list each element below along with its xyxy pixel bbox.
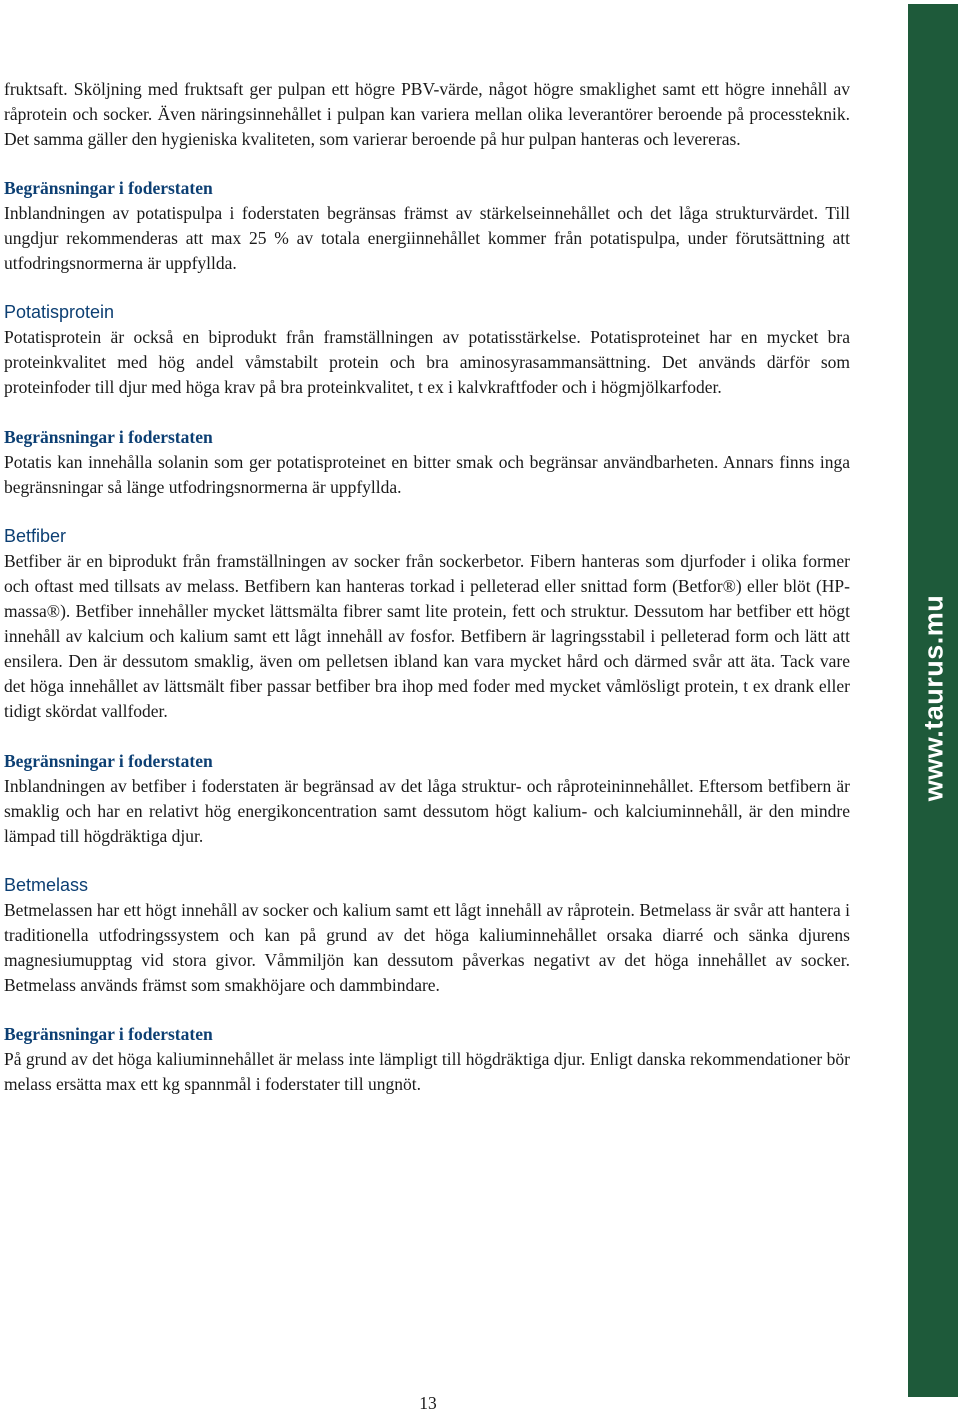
paragraph-betmelass-begransningar: På grund av det höga kaliuminnehållet är melass inte lämpligt till högdräktiga djur. Enligt danska rekommendationer bör melass ersätta max ett kg spannmål i foderstater till ungnöt.: [4, 1049, 850, 1094]
subheading-begransningar-4: Begränsningar i foderstaten: [4, 1024, 213, 1044]
document-body: [4, 77, 850, 1097]
paragraph-pulpa-begransningar: Inblandningen av potatispulpa i foderstaten begränsas främst av stärkelseinnehållet och det låga strukturvärdet. Till ungdjur rekommenderas att max 25 % av totala energiinnehållet kommer från potatispulpa, under förutsättning att utfodringsnormerna är uppfyllda.: [4, 203, 850, 273]
paragraph-betfiber-begransningar: Inblandningen av betfiber i foderstaten är begränsad av det låga struktur- och råproteininnehållet. Eftersom betfibern är smaklig och har en relativt hög energikoncentration samt dessutom högt kalium- och kalciuminnehåll, är den mindre lämpad till högdräktiga djur.: [4, 776, 850, 846]
paragraph-betmelass: Betmelassen har ett högt innehåll av socker och kalium samt ett lågt innehåll av råprotein. Betmelass är svår att hantera i traditionella utfodringssystem och kan på grund av det höga kaliuminnehållet orsaka diarré och sänka djurens magnesiumupptag vid stora givor. Våmmiljön kan dessutom påverkas negativt av det höga innehållet av socker. Betmelass används främst som smakhöjare och dammbindare.: [4, 900, 850, 995]
subheading-begransningar-2: Begränsningar i foderstaten: [4, 427, 213, 447]
page-number: 13: [419, 1393, 437, 1413]
heading-potatisprotein: Potatisprotein: [4, 302, 115, 322]
paragraph-betfiber: Betfiber är en biprodukt från framställningen av socker från sockerbetor. Fibern hanteras som djurfoder i olika former och oftast med tillsats av melass. Betfibern kan hanteras torkad i pelleterad eller snittad form (Betfor®) eller blöt (HP-massa®). Betfiber innehåller mycket lättsmälta fibrer samt lite protein, fett och struktur. Dessutom har betfiber ett högt innehåll av kalcium och kalium samt ett lågt innehåll av fosfor. Betfibern är lagringsstabil i pelleterad form och lätt att ensilera. Den är dessutom smaklig, även om pelletsen ibland kan vara mycket hård och därmed svår att äta. Tack vare det höga innehållet av lättsmält fiber passar betfiber bra ihop med foder med mycket våmlösligt protein, t ex drank eller tidigt skördat vallfoder.: [4, 551, 850, 721]
paragraph-potatisprotein-begransningar: Potatis kan innehålla solanin som ger potatisproteinet en bitter smak och begränsar användbarheten. Annars finns inga begränsningar så länge utfodringsnormerna är uppfyllda.: [4, 452, 850, 497]
subheading-begransningar-3: Begränsningar i foderstaten: [4, 751, 213, 771]
heading-betmelass: Betmelass: [4, 875, 89, 895]
paragraph-potatisprotein: Potatisprotein är också en biprodukt från framställningen av potatisstärkelse. Potatisproteinet har en mycket bra proteinkvalitet med hög andel våmstabilt protein och bra aminosyrasammansättning. Det används därför som proteinfoder till djur med höga krav på bra proteinkvalitet, t ex i kalvkraftfoder och i högmjölkarfoder.: [4, 327, 850, 397]
heading-betfiber: Betfiber: [4, 526, 67, 546]
paragraph-pulpa-intro: fruktsaft. Sköljning med fruktsaft ger pulpan ett högre PBV-värde, något högre smaklighet samt ett högre innehåll av råprotein och socker. Även näringsinnehållet i pulpan kan variera mellan olika leverantörer beroende på processteknik. Det samma gäller den hygieniska kvaliteten, som varierar beroende på hur pulpan hanteras och levereras.: [4, 79, 850, 149]
website-url: www.taurus.mu: [918, 594, 949, 802]
subheading-begransningar-1: Begränsningar i foderstaten: [4, 178, 213, 198]
